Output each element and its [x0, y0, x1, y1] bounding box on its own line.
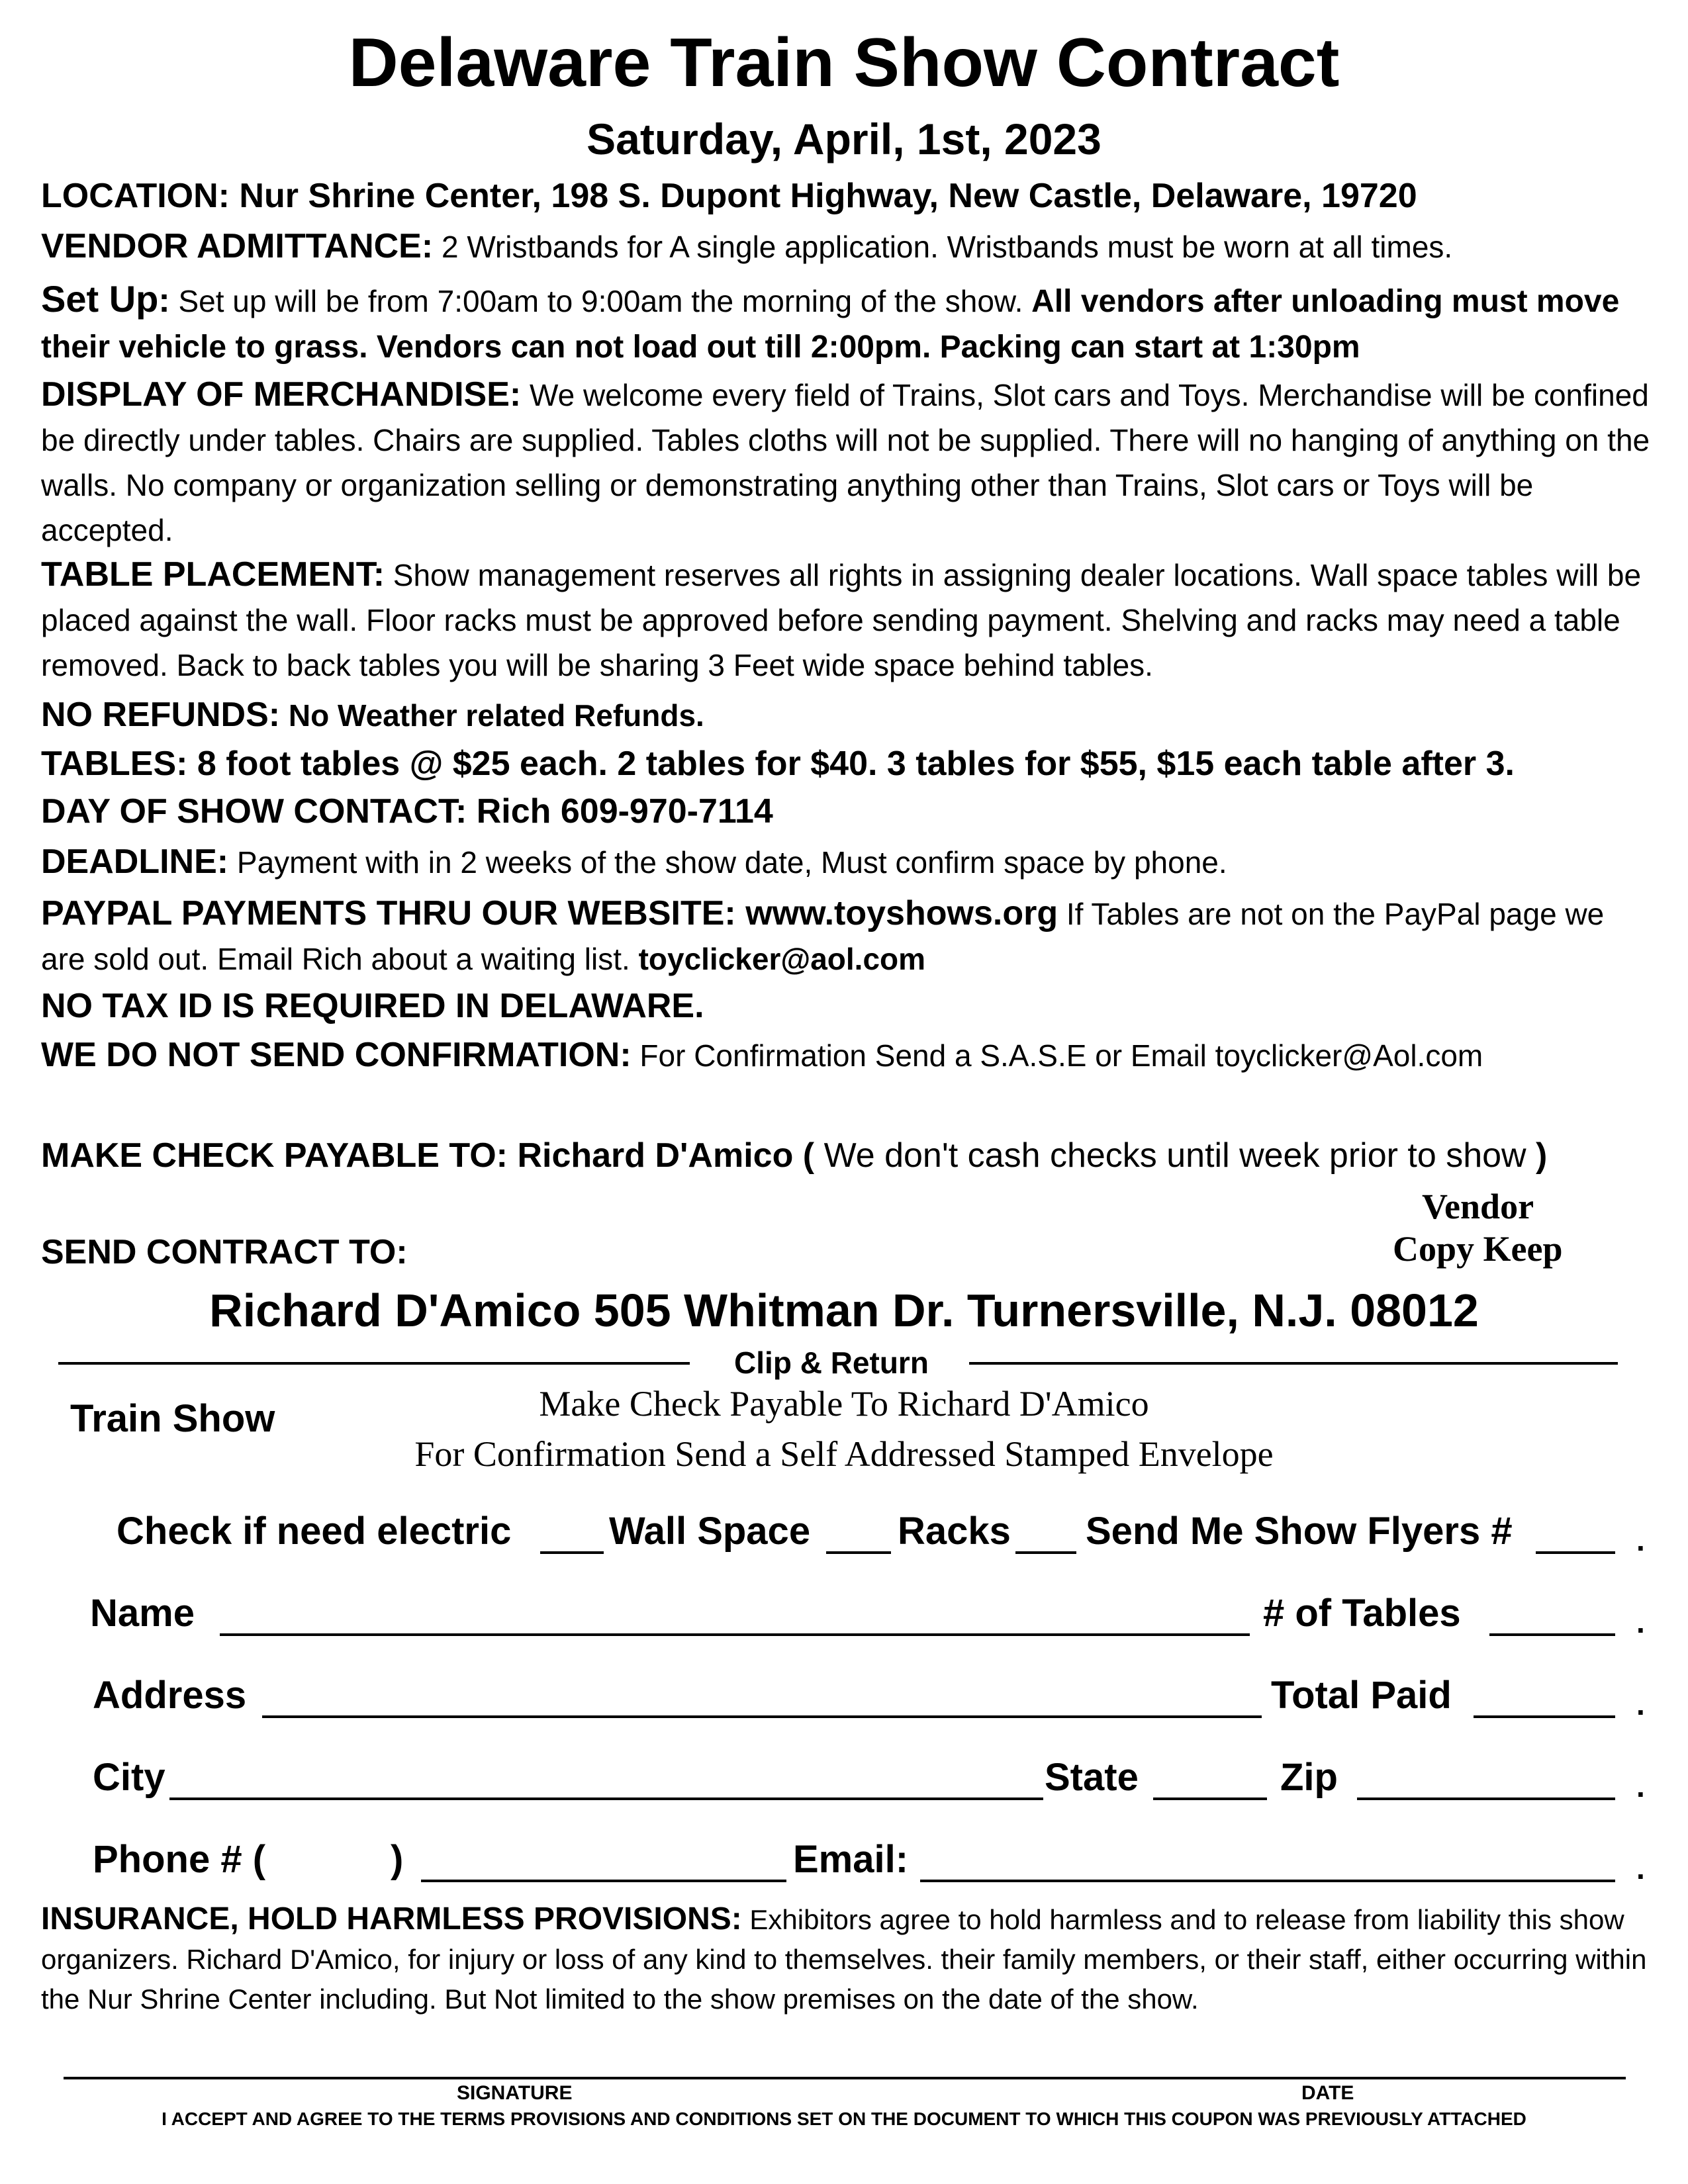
day-contact-text: DAY OF SHOW CONTACT: Rich 609-970-7114 — [41, 792, 773, 831]
name-field[interactable] — [220, 1633, 1250, 1636]
check-payable-text: We don't cash checks until week prior to show — [823, 1136, 1526, 1175]
confirmation-section — [41, 1032, 1656, 1078]
no-refunds-label: NO REFUNDS: — [41, 696, 281, 734]
no-tax-section — [41, 983, 1656, 1029]
display-label: DISPLAY OF MERCHANDISE: — [41, 375, 522, 414]
page-title: Delaware Train Show Contract — [348, 24, 1340, 101]
vendor-admittance-text: 2 Wristbands for A single application. Wristbands must be worn at all times. — [433, 230, 1453, 264]
deadline-text: Payment with in 2 weeks of the show date, Must confirm space by phone. — [228, 845, 1227, 880]
city-field[interactable] — [169, 1797, 1043, 1800]
signature-label: SIGNATURE — [457, 2082, 573, 2104]
acceptance-text: I ACCEPT AND AGREE TO THE TERMS PROVISIONS AND CONDITIONS SET ON THE DOCUMENT TO WHICH THIS COUPON WAS PREVIOUSLY ATTACHED — [162, 2109, 1526, 2129]
name-label: Name — [90, 1592, 195, 1635]
row-end-dot: . — [1636, 1687, 1645, 1721]
setup-label: Set Up — [41, 278, 159, 320]
clip-divider-left — [58, 1362, 690, 1365]
total-paid-label: Total Paid — [1271, 1674, 1452, 1717]
zip-label: Zip — [1280, 1756, 1338, 1799]
electric-label: Check if need electric — [117, 1510, 512, 1553]
signature-line[interactable] — [64, 2077, 1626, 2079]
row-end-dot: . — [1636, 1605, 1645, 1639]
zip-field[interactable] — [1357, 1797, 1615, 1800]
vendor-admittance-label: VENDOR ADMITTANCE: — [41, 227, 434, 265]
paypal-section — [41, 891, 1656, 981]
table-placement-label: TABLE PLACEMENT: — [41, 555, 385, 594]
no-refunds-text: No Weather related Refunds. — [280, 698, 704, 733]
racks-label: Racks — [898, 1510, 1011, 1553]
show-date: Saturday, April, 1st, 2023 — [586, 114, 1102, 163]
racks-checkbox-line[interactable] — [1015, 1551, 1076, 1554]
check-payable-section — [41, 1133, 1656, 1178]
flyers-label: Send Me Show Flyers # — [1086, 1510, 1513, 1553]
no-tax-text: NO TAX ID IS REQUIRED IN DELAWARE. — [41, 987, 704, 1025]
coupon-train-show: Train Show — [70, 1397, 275, 1440]
phone-field[interactable] — [421, 1880, 786, 1882]
email-field[interactable] — [920, 1880, 1615, 1882]
row-end-dot: . — [1636, 1851, 1645, 1886]
setup-colon: : — [158, 281, 170, 320]
check-payable-paren-open: ( — [793, 1136, 824, 1175]
setup-bold-text: All vendors after unloading must move their vehicle to grass. Vendors can not load out till 2:00pm. Packing can start at 1:30pm — [41, 284, 1620, 365]
date-label: DATE — [1301, 2082, 1354, 2104]
display-text: We welcome every field of Trains, Slot cars and Toys. Merchandise will be confined be directly under tables. Chairs are supplied. Tables cloths will not be supplied. There will no hanging of anything on the walls. No company or organization selling or demonstrating anything other than Trains, Slot cars or Toys will be accepted. — [41, 378, 1650, 547]
state-field[interactable] — [1153, 1797, 1267, 1800]
location-text: LOCATION: Nur Shrine Center, 198 S. Dupont Highway, New Castle, Delaware, 19720 — [41, 177, 1417, 215]
paypal-label: PAYPAL PAYMENTS THRU OUR WEBSITE: www.toyshows.org — [41, 894, 1058, 933]
insurance-label: INSURANCE, HOLD HARMLESS PROVISIONS: — [41, 1901, 742, 1936]
table-placement-section — [41, 552, 1656, 688]
total-paid-field[interactable] — [1474, 1715, 1615, 1718]
vendor-copy-line1: Vendor — [1422, 1187, 1534, 1226]
coupon-sase: For Confirmation Send a Self Addressed Stamped Envelope — [414, 1434, 1274, 1474]
check-payable-paren-close: ) — [1526, 1136, 1548, 1175]
tables-label: # of Tables — [1263, 1592, 1461, 1635]
flyers-count-line[interactable] — [1536, 1551, 1615, 1554]
display-section — [41, 372, 1656, 553]
city-label: City — [93, 1756, 165, 1799]
deadline-label: DEADLINE: — [41, 842, 229, 881]
state-label: State — [1045, 1756, 1139, 1799]
coupon-payable: Make Check Payable To Richard D'Amico — [539, 1384, 1149, 1424]
paypal-email: toyclicker@aol.com — [638, 942, 926, 976]
clip-return-label: Clip & Return — [734, 1345, 929, 1380]
tables-pricing — [41, 741, 1656, 787]
tables-count-field[interactable] — [1489, 1633, 1615, 1636]
clip-divider-right — [969, 1362, 1618, 1365]
electric-checkbox-line[interactable] — [540, 1551, 604, 1554]
wall-space-checkbox-line[interactable] — [826, 1551, 891, 1554]
table-placement-text: Show management reserves all rights in assigning dealer locations. Wall space tables will be placed against the wall. Floor racks must be approved before sending payment. Shelving and racks may need a table removed. Back to back tables you will be sharing 3 Feet wide space behind tables. — [41, 558, 1642, 682]
phone-paren-close: ) — [391, 1838, 404, 1881]
confirmation-label: WE DO NOT SEND CONFIRMATION: — [41, 1036, 632, 1074]
setup-text: Set up will be from 7:00am to 9:00am the morning of the show. — [169, 284, 1032, 318]
address-field[interactable] — [262, 1715, 1262, 1718]
row-end-dot: . — [1636, 1769, 1645, 1803]
send-contract-label: SEND CONTRACT TO: — [41, 1233, 408, 1271]
row-end-dot: . — [1636, 1523, 1645, 1557]
day-contact — [41, 789, 1656, 835]
setup-section — [41, 277, 1656, 370]
phone-label: Phone # ( — [93, 1838, 266, 1881]
mailing-address: Richard D'Amico 505 Whitman Dr. Turnersville, N.J. 08012 — [209, 1285, 1479, 1336]
insurance-text: Exhibitors agree to hold harmless and to release from liability this show organizers. Richard D'Amico, for injury or loss of any kind to themselves. their family members, or their staff, either occurring within the Nur Shrine Center including. But Not limited to the show premises on the date of the show. — [41, 1904, 1647, 2015]
paypal-text: If Tables are not on the PayPal page we are sold out. Email Rich about a waiting list. — [41, 897, 1605, 976]
insurance-section — [41, 1899, 1656, 2019]
no-refunds-section — [41, 692, 1656, 738]
wall-space-label: Wall Space — [609, 1510, 811, 1553]
check-payable-label: MAKE CHECK PAYABLE TO: Richard D'Amico — [41, 1136, 794, 1175]
location-line — [41, 173, 1656, 219]
address-label: Address — [93, 1674, 247, 1717]
confirmation-text: For Confirmation Send a S.A.S.E or Email toyclicker@Aol.com — [631, 1038, 1483, 1073]
vendor-admittance — [41, 224, 1656, 269]
email-label: Email: — [793, 1838, 909, 1881]
tables-pricing-text: TABLES: 8 foot tables @ $25 each. 2 tables for $40. 3 tables for $55, $15 each table after 3. — [41, 745, 1515, 783]
vendor-copy-line2: Copy Keep — [1393, 1229, 1563, 1269]
deadline-section — [41, 839, 1656, 885]
